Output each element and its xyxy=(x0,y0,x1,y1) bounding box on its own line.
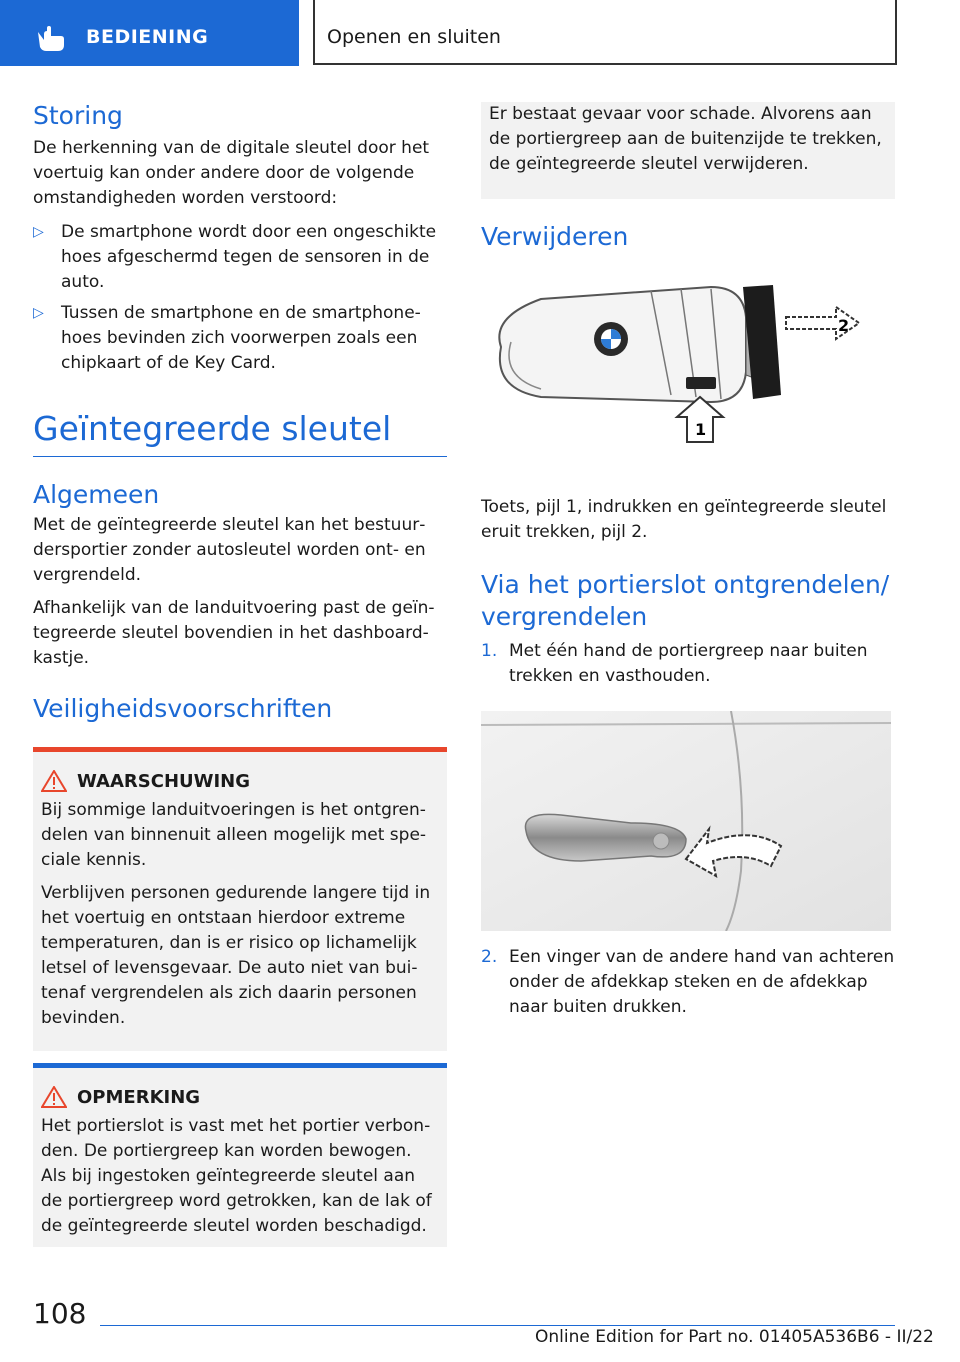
algemeen-p2: Afhankelijk van de landuitvoering past de geïntegreerde sleutel bovendien in het dashboardkastje. xyxy=(33,598,435,668)
section-title: BEDIENING xyxy=(86,26,209,48)
storing-intro: De herkenning van de digitale sleutel door het voertuig kan onder andere door de volgende omstandigheden worden verstoord: xyxy=(33,138,430,208)
algemeen-p1: Met de geïntegreerde sleutel kan het bestuurdersportier zonder autosleutel worden ont- en vergrendeld. xyxy=(33,515,426,585)
warning-triangle-icon xyxy=(41,1086,67,1108)
danger-text: Er bestaat gevaar voor schade. Alvorens aan de portiergreep aan de buitenzijde te trekken, de geïntegreerde sleutel verwijderen. xyxy=(489,104,882,174)
heading-rule xyxy=(33,456,447,457)
heading-verwijderen: Verwijderen xyxy=(481,222,629,251)
triangle-bullet-icon: ▷ xyxy=(33,224,44,240)
right-column xyxy=(481,102,895,1020)
warning-p1: Bij sommige landuitvoeringen is het ontgrendelen van binnenuit alleen mogelijk met speciale kennis. xyxy=(41,800,427,870)
door-handle-figure xyxy=(481,711,891,931)
heading-integrated-key: Geïntegreerde sleutel xyxy=(33,409,392,448)
left-column xyxy=(33,100,447,1247)
continued-note-box xyxy=(481,102,895,199)
list-item: 1. Met één hand de portiergreep naar buiten trekken en vasthouden. xyxy=(481,641,868,686)
warning-triangle-icon xyxy=(41,770,67,792)
heading-safety: Veiligheidsvoorschriften xyxy=(33,694,333,723)
edition-footer: Online Edition for Part no. 01405A536B6 - II/22 xyxy=(535,1327,934,1347)
figure-label-1: 1 xyxy=(695,420,707,439)
list-item: ▷ Tussen de smartphone en de smartphonehoes bevinden zich voorwerpen zoals een chipkaart of de Key Card. xyxy=(33,303,421,373)
section-tab[interactable] xyxy=(0,0,299,66)
heading-algemeen: Algemeen xyxy=(33,480,160,509)
triangle-bullet-icon: ▷ xyxy=(33,305,44,321)
figure-label-2: 2 xyxy=(838,316,850,335)
hand-pointer-icon xyxy=(34,26,66,52)
chapter-title: Openen en sluiten xyxy=(327,26,501,48)
key-removal-figure xyxy=(481,277,895,457)
note-title: OPMERKING xyxy=(77,1086,201,1108)
chapter-header xyxy=(313,0,897,65)
note-p1: Het portierslot is vast met het portier verbonden. De portiergreep kan worden bewogen. Als bij ingestoken geïntegreerde sleutel aan de portiergreep word getrokken, kan de lak of de geïntegreerde sleutel worden beschadigd. xyxy=(41,1116,432,1236)
verwijderen-caption: Toets, pijl 1, indrukken en geïntegreerde sleutel eruit trekken, pijl 2. xyxy=(481,497,887,542)
footer-rule xyxy=(100,1325,895,1326)
heading-storing: Storing xyxy=(33,101,123,130)
warning-p2: Verblijven personen gedurende langere tijd in het voertuig en ontstaan hierdoor extreme temperaturen, dan is er risico op lichamelijk letsel of levensgevaar. De auto niet van buitenaf vergrendelen als zich daarin personen bevinden. xyxy=(41,883,431,1028)
page-number: 108 xyxy=(33,1297,87,1330)
heading-via: Via het portierslot ontgrendelen/ vergrendelen xyxy=(481,570,890,631)
warning-box xyxy=(33,747,447,1051)
warning-title: WAARSCHUWING xyxy=(77,770,251,792)
list-item: 2. Een vinger van de andere hand van achteren onder de afdekkap steken en de afdekkap naar buiten drukken. xyxy=(481,947,895,1017)
note-box xyxy=(33,1063,447,1247)
list-item: ▷ De smartphone wordt door een ongeschikte hoes afgeschermd tegen de sensoren in de auto. xyxy=(33,222,437,292)
